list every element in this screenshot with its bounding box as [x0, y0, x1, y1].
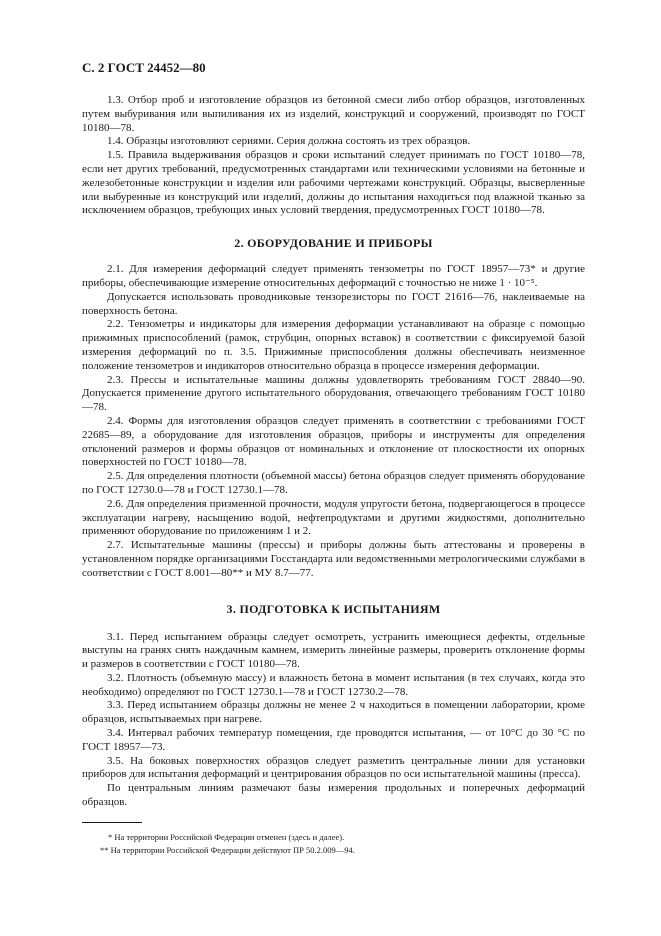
paragraph-3-1: 3.1. Перед испытанием образцы следует осмотреть, устранить имеющиеся дефекты, отдельные выступы на гранях снять наждачным камнем, измерить линейные размеры, проверить отклонение формы и размеров в соответствии с ГОСТ 10180—78. [82, 630, 585, 671]
footnotes [82, 831, 585, 857]
paragraph-3-4: 3.4. Интервал рабочих температур помещения, где проводятся испытания, — от 10°С до 30 °С по ГОСТ 18957—73. [82, 727, 585, 753]
paragraph-1-3: 1.3. Отбор проб и изготовление образцов из бетонной смеси либо отбор образцов, изготовленных путем выбуривания или выпиливания их из изделий, конструкций и сооружений, производят по ГОСТ 10180—78. [82, 94, 585, 134]
paragraph-2-6: 2.6. Для определения призменной прочности, модуля упругости бетона, подвергающегося в процессе эксплуатации нагреву, насыщению водой, нефтепродуктами и другими жидкостями, дополнительно применяют оборудование по приложениям 1 и 2. [82, 497, 585, 538]
paragraph-2-2: 2.2. Тензометры и индикаторы для измерения деформации устанавливают на образце с помощью прижимных приспособлений (рамок, струбцин, опорных вставок) в соответствии с фиксируемой базой измерения деформаций по п. 3.5. Прижимные приспособления должны обеспечивать неизменное положение тензометров и индикаторов относительно образца в процессе измерения деформации. [82, 318, 585, 372]
paragraph-1-5: 1.5. Правила выдерживания образцов и сроки испытаний следует принимать по ГОСТ 10180—78, если нет других требований, предусмотренных стандартами или техническими условиями на бетонные и железобетонные конструкции и изделия или рабочими чертежами конструкций. Образцы, высверленные или выбуренные из конструкций или изделий, должны до испытания находиться под влажной тканью за исключением образцов, требующих иных условий твердения, предусмотренных ГОСТ 10180—78. [82, 149, 585, 217]
paragraph-1-4: 1.4. Образцы изготовляют сериями. Серия должна состоять из трех образцов. [107, 135, 471, 148]
paragraph-2-1: 2.1. Для измерения деформаций следует применять тензометры по ГОСТ 18957—73* и другие приборы, обеспечивающие измерение относительных деформаций с точностью не ниже 1 · 10⁻⁵. [82, 263, 585, 289]
document-body [82, 94, 585, 857]
section-2-heading: 2. ОБОРУДОВАНИЕ И ПРИБОРЫ [234, 236, 433, 251]
footnote-1: * На территории Российской Федерации отменен (здесь и далее). [108, 831, 345, 842]
paragraph-2-7: 2.7. Испытательные машины (прессы) и приборы должны быть аттестованы и проверены в установленном порядке организациями Госстандарта или ведомственными метрологическими службами в соответствии с ГОСТ 8.001—80** и МУ 8.7—77. [82, 539, 585, 579]
paragraph-2-3: 2.3. Прессы и испытательные машины должны удовлетворять требованиям ГОСТ 28840—90. Допускается применение другого испытательного оборудования, отвечающего требованиям ГОСТ 10180—78. [82, 373, 585, 414]
paragraph-3-5-note: По центральным линиям размечают базы измерения продольных и поперечных деформаций образцов. [82, 782, 585, 809]
paragraph-2-4: 2.4. Формы для изготовления образцов следует применять в соответствии с требованиями ГОСТ 22685—89, а оборудование для изготовления образцов, приборы и инструменты для определения отклонений размеров и формы образцов от номинальных и отклонение от плоскостности их опорных поверхностей по ГОСТ 10180—78. [82, 414, 585, 469]
page-header: С. 2 ГОСТ 24452—80 [82, 60, 206, 75]
paragraph-3-3: 3.3. Перед испытанием образцы должны не менее 2 ч находиться в помещении лаборатории, кроме образцов, испытываемых при нагреве. [82, 699, 585, 726]
section-3-heading: 3. ПОДГОТОВКА К ИСПЫТАНИЯМ [226, 601, 441, 616]
paragraph-3-5: 3.5. На боковых поверхностях образцов следует разметить центральные линии для установки приборов для испытания деформаций и центрирования образцов по оси испытательной машины (пресса). [82, 754, 585, 781]
paragraph-2-5: 2.5. Для определения плотности (объемной массы) бетона образцов следует применять оборудование по ГОСТ 12730.0—78 и ГОСТ 12730.1—78. [82, 470, 585, 496]
paragraph-3-2: 3.2. Плотность (объемную массу) и влажность бетона в момент испытания (в тех случаях, когда это необходимо) определяют по ГОСТ 12730.1—78 и ГОСТ 12730.2—78. [82, 671, 585, 698]
footnote-2: ** На территории Российской Федерации действуют ПР 50.2.009—94. [100, 844, 355, 855]
footnote-divider [82, 822, 142, 823]
paragraph-2-1-note: Допускается использовать проводниковые тензорезисторы по ГОСТ 21616—76, наклеиваемые на поверхность бетона. [82, 290, 585, 317]
